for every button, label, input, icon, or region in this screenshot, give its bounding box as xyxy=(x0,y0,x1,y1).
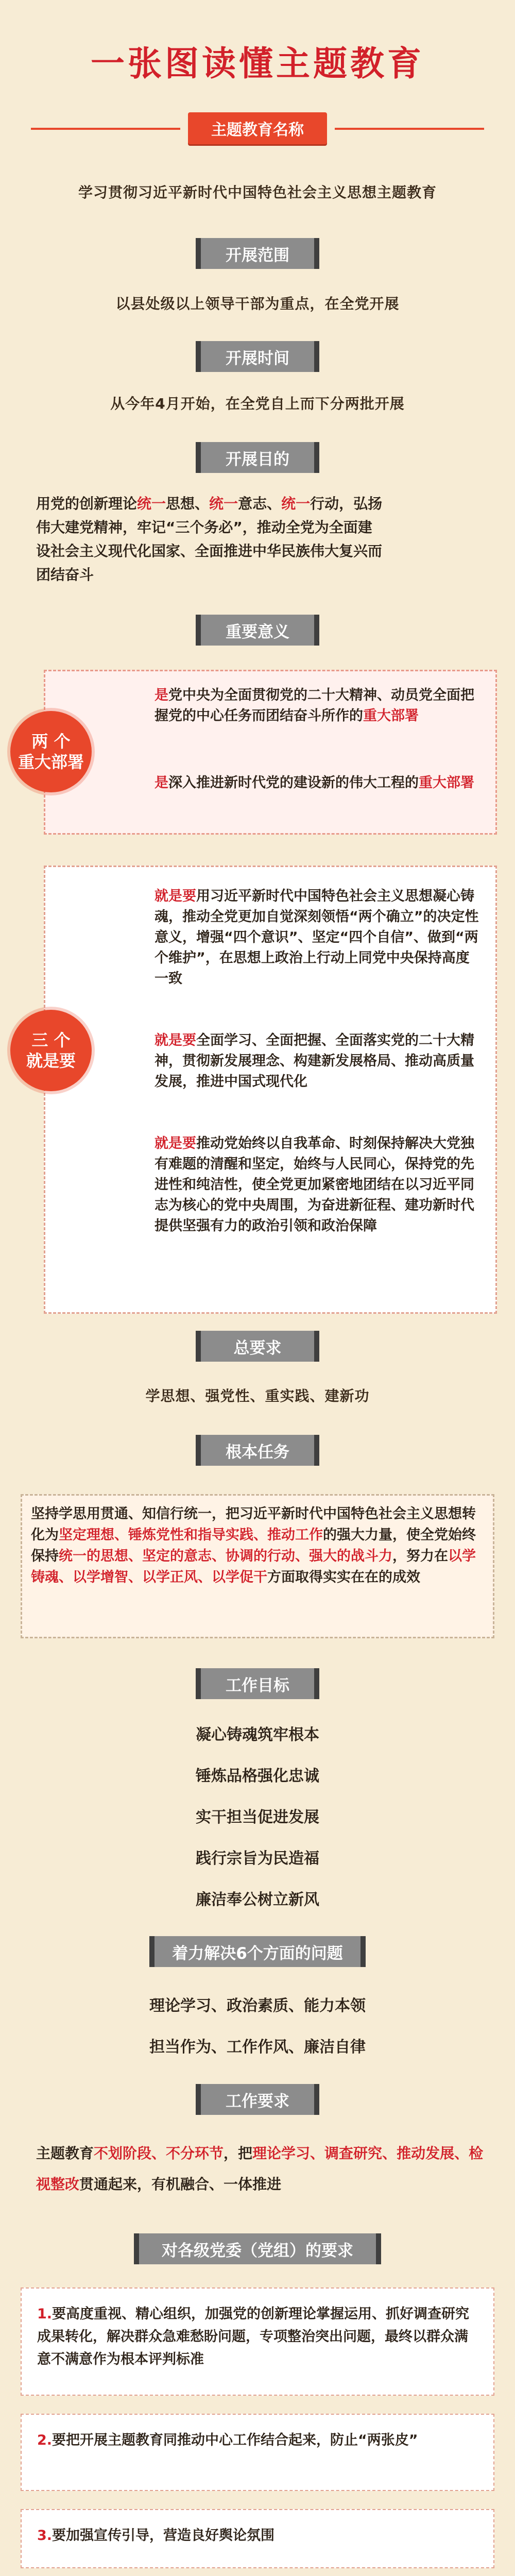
goal-item: 实干担当促进发展 xyxy=(196,1808,319,1826)
purpose-line-3: 设社会主义现代化国家、全面推进中华民族伟大复兴而 xyxy=(36,543,383,560)
scope-text: 以县处级以上领导干部为重点，在全党开展 xyxy=(115,295,400,312)
tag-purpose: 开展目的 xyxy=(196,442,319,473)
goal-item: 锤炼品格强化忠诚 xyxy=(196,1767,319,1785)
purpose-line-1: 用党的创新理论统一思想、统一意志、统一行动，弘扬 xyxy=(36,495,383,512)
divider-right xyxy=(335,128,484,130)
two-deployments-badge xyxy=(10,711,92,792)
goal-item: 廉洁奉公树立新风 xyxy=(196,1891,319,1909)
tag-task: 根本任务 xyxy=(196,1435,319,1466)
party-req-item: 3.要加强宣传引导，营造良好舆论氛围 xyxy=(21,2509,494,2568)
tag-six-problems: 着力解决6个方面的问题 xyxy=(149,1936,366,1967)
badge-line-2: 重大部署 xyxy=(18,752,84,772)
purpose-text xyxy=(36,492,484,587)
three-item-2: 就是要全面学习、全面把握、全面落实党的二十大精神，贯彻新发展理念、构建新发展格局、推动高质量发展，推进中国式现代化 xyxy=(154,1032,474,1090)
tag-scope: 开展范围 xyxy=(196,238,319,269)
purpose-line-2: 伟大建党精神，牢记“三个务必”，推动全党为全面建 xyxy=(36,519,372,536)
task-text: 坚持学思用贯通、知信行统一，把习近平新时代中国特色社会主义思想转化为坚定理想、锤炼党性和指导实践、推动工作的强大力量，使全党始终保持统一的思想、坚定的意志、协调的行动、强大的战斗力，努力在以学铸魂、以学增智、以学正风、以学促干方面取得实实在在的成效 xyxy=(31,1506,476,1585)
purpose-line-4: 团结奋斗 xyxy=(36,566,94,583)
goal-item: 践行宗旨为民造福 xyxy=(196,1850,319,1868)
goal-item: 凝心铸魂筑牢根本 xyxy=(196,1726,319,1744)
overall-text: 学思想、强党性、重实践、建新功 xyxy=(145,1387,370,1404)
tag-significance: 重要意义 xyxy=(196,615,319,646)
time-text: 从今年4月开始，在全党自上而下分两批开展 xyxy=(110,395,405,412)
page-title: 一张图读懂主题教育 xyxy=(91,44,424,83)
party-req-item: 1.要高度重视、精心组织，加强党的创新理论掌握运用、抓好调查研究成果转化，解决群众急难愁盼问题，专项整治突出问题，最终以群众满意不满意作为根本评判标准 xyxy=(21,2287,494,2396)
two-item-2: 是深入推进新时代党的建设新的伟大工程的重大部署 xyxy=(154,775,474,791)
three-item-1: 就是要用习近平新时代中国特色社会主义思想凝心铸魂，推动全党更加自觉深刻领悟“两个确立”的决定性意义，增强“四个意识”、坚定“四个自信”、做到“两个维护”，在思想上政治上行动上同党中央保持高度一致 xyxy=(154,888,479,987)
two-item-1: 是党中央为全面贯彻党的二十大精神、动员党全面把握党的中心任务而团结奋斗所作的重大部署 xyxy=(154,687,474,724)
six-line-1: 理论学习、政治素质、能力本领 xyxy=(149,1997,366,2015)
three-musts-badge xyxy=(10,1010,92,1091)
theme-name-text: 学习贯彻习近平新时代中国特色社会主义思想主题教育 xyxy=(78,184,437,201)
six-line-2: 担当作为、工作作风、廉洁自律 xyxy=(149,2038,366,2056)
work-req-text: 主题教育不划阶段、不分环节，把理论学习、调查研究、推动发展、检视整改贯通起来，有机融合、一体推进 xyxy=(36,2145,484,2193)
divider-left xyxy=(31,128,180,130)
party-req-item: 2.要把开展主题教育同推动中心工作结合起来，防止“两张皮” xyxy=(21,2414,494,2491)
badge-line-2: 就是要 xyxy=(26,1051,76,1071)
tag-overall: 总要求 xyxy=(196,1331,319,1362)
tag-party-req: 对各级党委（党组）的要求 xyxy=(134,2233,381,2264)
tag-time: 开展时间 xyxy=(196,341,319,372)
tag-work-req: 工作要求 xyxy=(196,2084,319,2115)
three-item-3: 就是要推动党始终以自我革命、时刻保持解决大党独有难题的清醒和坚定，始终与人民同心，保持党的先进性和纯洁性，使全党更加紧密地团结在以习近平同志为核心的党中央周围，为奋进新征程、建功新时代提供坚强有力的政治引领和政治保障 xyxy=(154,1136,474,1234)
section-banner-name: 主题教育名称 xyxy=(188,112,327,144)
badge-line-1: 三 个 xyxy=(31,1030,71,1050)
badge-line-1: 两 个 xyxy=(31,732,71,751)
tag-goals: 工作目标 xyxy=(196,1668,319,1699)
